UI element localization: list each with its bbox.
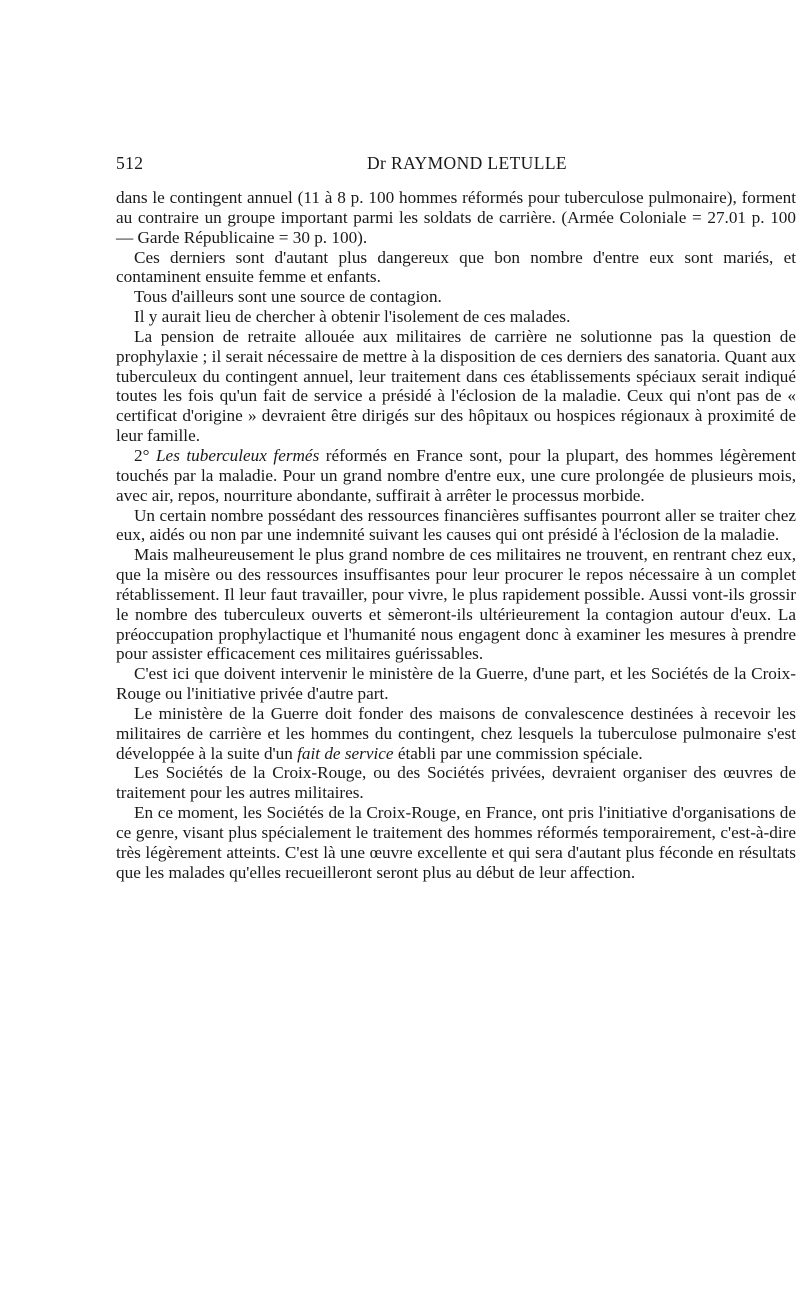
paragraph-7: Un certain nombre possédant des ressources financières suffisantes pourront aller se traiter chez eux, aidés ou non par une indemnité suivant les causes qui ont présidé à l'éclosion de la maladie.: [116, 505, 796, 545]
paragraph-2: Ces derniers sont d'autant plus dangereux que bon nombre d'entre eux sont mariés, et contaminent ensuite femme et enfants.: [116, 247, 796, 287]
paragraph-6-text: réformés en France sont, pour la plupart, des hommes légèrement touchés par la maladie. Pour un grand nombre d'entre eux, une cure prolongée de plusieurs mois, avec air, repos, nourriture abondante, suffirait à arrêter le processus morbide.: [116, 445, 796, 505]
paragraph-4: Il y aurait lieu de chercher à obtenir l'isolement de ces malades.: [134, 307, 571, 327]
running-title: Dr RAYMOND LETULLE: [366, 153, 567, 173]
paragraph-6: [116, 446, 796, 506]
paragraph-11: Les Sociétés de la Croix-Rouge, ou des Sociétés privées, devraient organiser des œuvres de traitement pour les autres militaires.: [116, 763, 796, 803]
paragraph-10-italic: fait de service: [297, 743, 394, 763]
paragraph-6-prefix: 2°: [134, 445, 156, 465]
paragraph-9: C'est ici que doivent intervenir le ministère de la Guerre, d'une part, et les Sociétés de la Croix-Rouge ou l'initiative privée d'autre part.: [116, 664, 796, 704]
paragraph-10: [116, 704, 796, 764]
page-header: [116, 153, 796, 177]
paragraph-6-italic: Les tuberculeux fermés: [156, 445, 320, 465]
paragraph-1: dans le contingent annuel (11 à 8 p. 100 hommes réformés pour tuberculose pulmonaire), forment au contraire un groupe important parmi les soldats de carrière. (Armée Coloniale = 27.01 p. 100 — Garde Républicaine = 30 p. 100).: [116, 188, 796, 247]
paragraph-10-prefix: Le ministère de la Guerre doit fonder des maisons de convalescence destinées à recevoir les militaires de carrière et les hommes du contingent, chez lesquels la tuberculose pulmonaire s'est développée à la suite d'un: [116, 703, 796, 763]
paragraph-10-text: établi par une commission spéciale.: [393, 743, 643, 763]
page-number: 512: [116, 153, 144, 173]
paragraph-12: En ce moment, les Sociétés de la Croix-Rouge, en France, ont pris l'initiative d'organisations de ce genre, visant plus spécialement le traitement des hommes réformés temporairement, c'est-à-dire très légèrement atteints. C'est là une œuvre excellente et qui sera d'autant plus féconde en résultats que les malades qu'elles recueilleront seront plus au début de leur affection.: [116, 803, 796, 882]
body-text: [116, 188, 796, 883]
paragraph-8: Mais malheureusement le plus grand nombre de ces militaires ne trouvent, en rentrant chez eux, que la misère ou des ressources insuffisantes pour leur procurer le repos nécessaire à un complet rétablissement. Il leur faut travailler, pour vivre, le plus rapidement possible. Aussi vont-ils grossir le nombre des tuberculeux ouverts et sèmeront-ils ultérieurement la contagion autour d'eux. La préoccupation prophylactique et l'humanité nous engagent donc à examiner les mesures à prendre pour assister efficacement ces militaires guérissables.: [116, 545, 796, 664]
paragraph-3: Tous d'ailleurs sont une source de contagion.: [134, 287, 442, 307]
paragraph-5: La pension de retraite allouée aux militaires de carrière ne solutionne pas la question de prophylaxie ; il serait nécessaire de mettre à la disposition de ces derniers des sanatoria. Quant aux tuberculeux du contingent annuel, leur traitement dans ces établissements spéciaux serait indiqué toutes les fois qu'un fait de service a présidé à l'éclosion de la maladie. Ceux qui n'ont pas de « certificat d'origine » devraient être dirigés sur des hôpitaux ou hospices régionaux à proximité de leur famille.: [116, 326, 796, 446]
